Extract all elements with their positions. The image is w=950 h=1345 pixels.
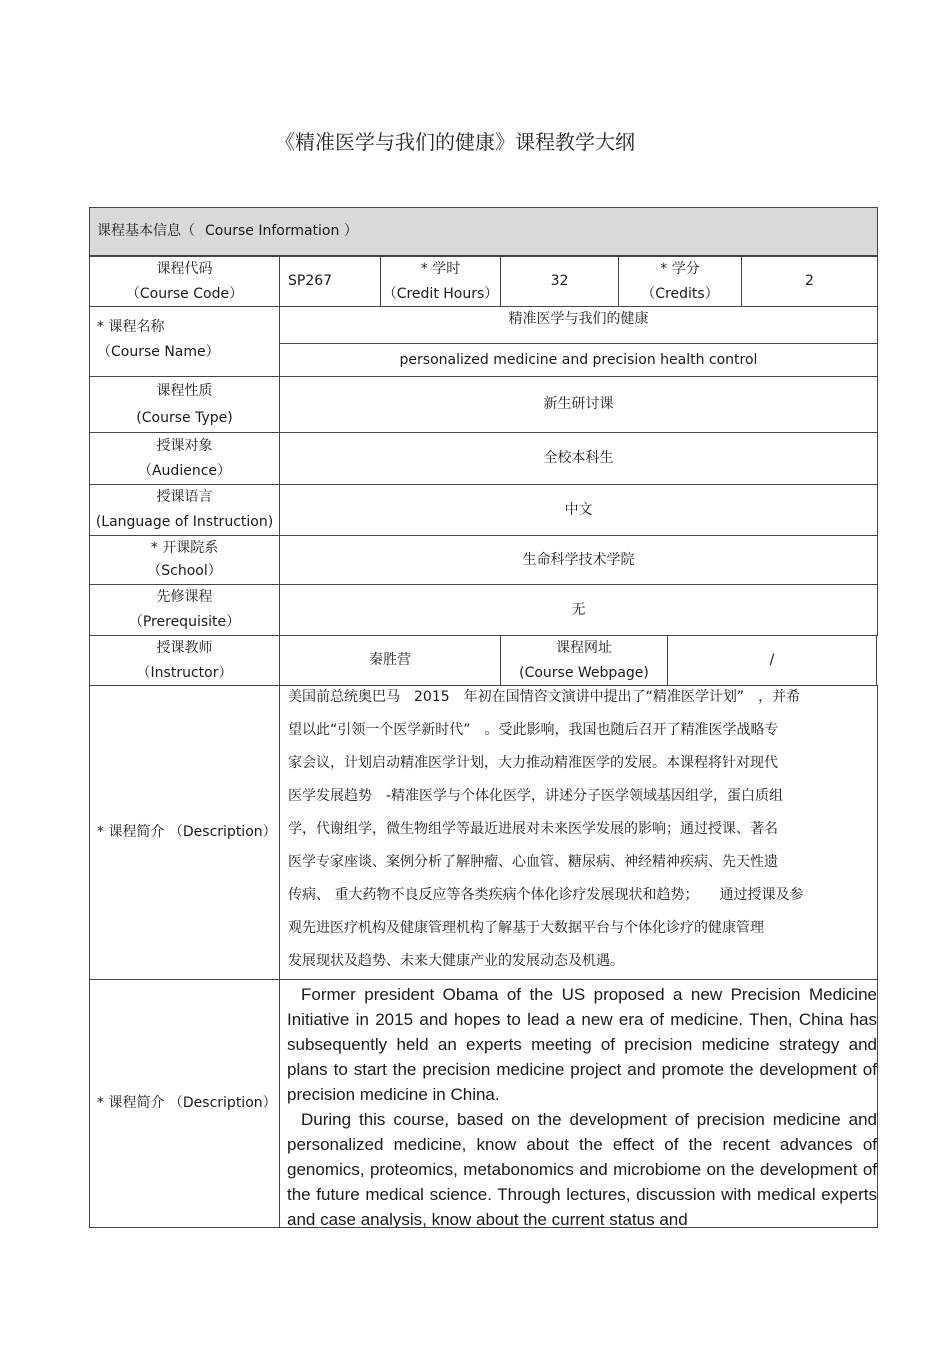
course-name-label-en: （Course Name） bbox=[97, 344, 220, 360]
description-zh-line: 发展现状及趋势、未来大健康产业的发展动态及机遇。 bbox=[288, 953, 624, 969]
credits-value bbox=[741, 256, 878, 307]
credits-label-zh: * 学分 bbox=[660, 260, 700, 277]
credit-hours-text: 32 bbox=[550, 273, 569, 289]
description-en-label bbox=[89, 979, 280, 1228]
course-type-value bbox=[279, 376, 878, 433]
webpage-label-zh: 课程网址 bbox=[556, 639, 612, 656]
prerequisite-label-en: （Prerequisite） bbox=[128, 614, 241, 630]
credit-hours-label-zh: * 学时 bbox=[420, 260, 461, 277]
section-header bbox=[89, 207, 878, 256]
course-name-label-zh: * 课程名称 bbox=[97, 319, 165, 335]
description-en-paragraph-2: During this course, based on the development of precision medicine and personalized medicine, know about the effect of the recent advances of genomics, proteomics, metabonomics and microbiome on the development of the future medical science. Through lectures, discussion with medical experts and case analysis, know about the current status and bbox=[287, 1110, 877, 1228]
school-label-zh: * 开课院系 bbox=[150, 540, 219, 556]
description-en-paragraph-1: Former president Obama of the US proposed a new Precision Medicine Initiative in 2015 and hopes to lead a new era of medicine. Then, China has subsequently held an experts meeting of precision medicine strategy and plans to start the precision medicine project and promote the development of precision medicine in China. bbox=[287, 985, 877, 1104]
course-type-text: 新生研讨课 bbox=[543, 396, 614, 412]
course-type-label bbox=[89, 376, 280, 433]
description-zh bbox=[279, 685, 878, 980]
description-zh-line: 望以此“引领一个医学新时代” 。受此影响，我国也随后召开了精准医学战略专 bbox=[288, 722, 779, 738]
language-label bbox=[89, 484, 280, 536]
course-code-label-zh: 课程代码 bbox=[156, 260, 213, 277]
description-zh-line: 传病、 重大药物不良反应等各类疾病个体化诊疗发展现状和趋势； 通过授课及参 bbox=[288, 887, 804, 903]
section-header-zh: 课程基本信息（ bbox=[97, 223, 195, 239]
instructor-label-en: （Instructor） bbox=[136, 664, 233, 681]
course-type-label-en: (Course Type) bbox=[136, 409, 233, 426]
school-value bbox=[279, 535, 878, 585]
language-text: 中文 bbox=[564, 501, 593, 518]
school-text: 生命科学技术学院 bbox=[522, 551, 635, 568]
credits-label bbox=[618, 256, 742, 307]
course-code-value bbox=[279, 256, 381, 307]
credit-hours-label bbox=[380, 256, 501, 307]
course-name-label bbox=[89, 306, 280, 377]
language-value bbox=[279, 484, 878, 536]
audience-label bbox=[89, 432, 280, 485]
credits-text: 2 bbox=[805, 273, 814, 289]
course-name-zh bbox=[279, 306, 878, 344]
instructor-label-zh: 授课教师 bbox=[156, 639, 213, 656]
instructor-text: 秦胜营 bbox=[369, 652, 411, 668]
course-name-zh-text: 精准医学与我们的健康 bbox=[508, 311, 649, 327]
description-zh-line: 医学发展趋势 -精准医学与个体化医学，讲述分子医学领域基因组学，蛋白质组 bbox=[288, 788, 784, 804]
webpage-text: / bbox=[769, 652, 775, 668]
credit-hours-value bbox=[500, 256, 619, 307]
course-code-text: SP267 bbox=[288, 273, 333, 289]
course-name-en bbox=[279, 343, 878, 377]
credits-label-en: （Credits） bbox=[641, 285, 719, 302]
instructor-label bbox=[89, 635, 280, 686]
description-zh-label bbox=[89, 685, 280, 980]
prerequisite-value bbox=[279, 584, 878, 636]
description-zh-label-text: * 课程简介 （Description） bbox=[97, 824, 277, 840]
description-zh-line: 医学专家座谈、案例分析了解肿瘤、心血管、糖尿病、神经精神疾病、先天性遗 bbox=[288, 854, 778, 870]
description-zh-line: 观先进医疗机构及健康管理机构了解基于大数据平台与个体化诊疗的健康管理 bbox=[288, 920, 764, 936]
webpage-label-en: (Course Webpage) bbox=[519, 664, 649, 681]
prerequisite-label-zh: 先修课程 bbox=[156, 589, 213, 605]
course-code-label bbox=[89, 256, 280, 307]
description-en-label-text: * 课程简介 （Description） bbox=[97, 1095, 277, 1111]
description-zh-line: 家会议，计划启动精准医学计划，大力推动精准医学的发展。本课程将针对现代 bbox=[288, 755, 778, 771]
page-title: 《精准医学与我们的健康》课程教学大纲 bbox=[275, 130, 635, 154]
webpage-label bbox=[500, 635, 668, 686]
audience-value bbox=[279, 432, 878, 485]
language-label-zh: 授课语言 bbox=[156, 489, 213, 505]
webpage-value bbox=[667, 635, 877, 686]
audience-label-en: （Audience） bbox=[137, 462, 232, 479]
description-en bbox=[279, 979, 878, 1228]
school-label bbox=[89, 535, 280, 585]
instructor-value bbox=[279, 635, 501, 686]
audience-text: 全校本科生 bbox=[543, 450, 614, 466]
prerequisite-label bbox=[89, 584, 280, 636]
course-code-label-en: （Course Code） bbox=[125, 285, 244, 302]
section-header-en: Course Information ） bbox=[205, 223, 358, 239]
credit-hours-label-en: （Credit Hours） bbox=[382, 285, 499, 302]
course-name-en-text: personalized medicine and precision health control bbox=[399, 351, 758, 368]
audience-label-zh: 授课对象 bbox=[156, 437, 213, 454]
language-label-en: (Language of Instruction) bbox=[95, 514, 274, 530]
school-label-en: （School） bbox=[147, 563, 222, 579]
description-zh-line: 学，代谢组学，微生物组学等最近进展对未来医学发展的影响；通过授课、著名 bbox=[288, 821, 778, 837]
description-zh-line: 美国前总统奥巴马 2015 年初在国情咨文演讲中提出了“精准医学计划” ，并希 bbox=[288, 689, 801, 705]
course-type-label-zh: 课程性质 bbox=[156, 382, 213, 399]
prerequisite-text: 无 bbox=[571, 601, 586, 618]
